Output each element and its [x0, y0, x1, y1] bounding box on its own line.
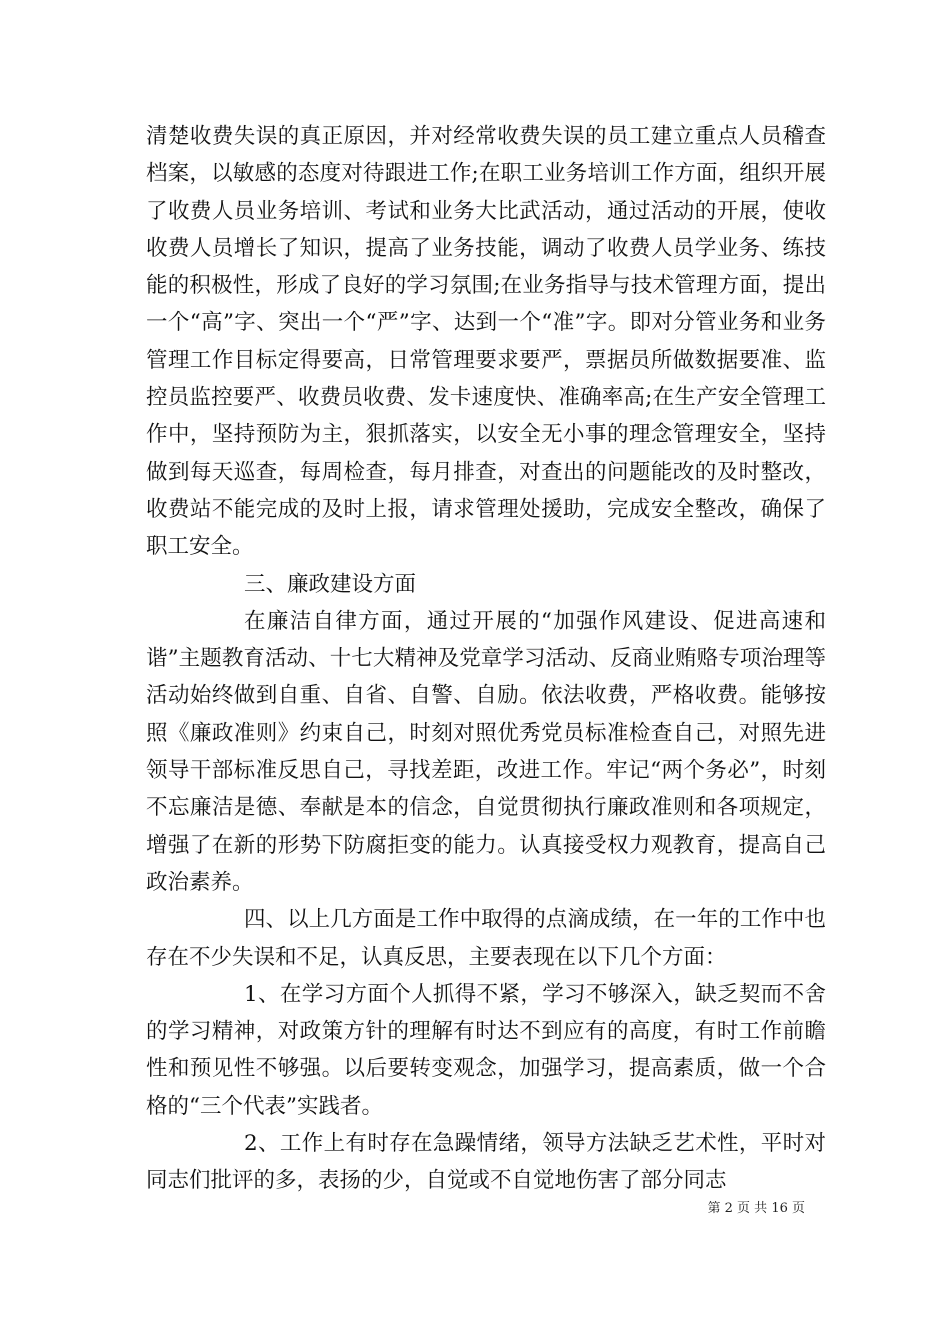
paragraph-work-management: 清楚收费失误的真正原因，并对经常收费失误的员工建立重点人员稽查档案，以敏感的态度对待跟进工作;在职工业务培训工作方面，组织开展了收费人员业务培训、考试和业务大比武活动，通过活动的开展，使收收费人员增长了知识，提高了业务技能，调动了收费人员学业务、练技能的积极性，形成了良好的学习氛围;在业务指导与技术管理方面，提出一个“高”字、突出一个“严”字、达到一个“准”字。即对分管业务和业务管理工作目标定得要高，日常管理要求要严，票据员所做数据要准、监控员监控要严、收费员收费、发卡速度快、准确率高;在生产安全管理工作中，坚持预防为主，狠抓落实，以安全无小事的理念管理安全，坚持做到每天巡查，每周检查，每月排查，对查出的问题能改的及时整改，收费站不能完成的及时上报，请求管理处援助，完成安全整改，确保了职工安全。 [146, 124, 826, 560]
document-body [146, 118, 826, 1200]
paragraph-shortcomings-intro: 四、以上几方面是工作中取得的点滴成绩，在一年的工作中也存在不少失误和不足，认真反思，主要表现在以下几个方面： [146, 907, 826, 970]
section-heading-integrity: 三、廉政建设方面 [244, 571, 417, 597]
paragraph-shortcoming-2: 2、工作上有时存在急躁情绪，领导方法缺乏艺术性，平时对同志们批评的多，表扬的少，自觉或不自觉地伤害了部分同志 [146, 1131, 826, 1194]
page-number-footer: 第 2 页 共 16 页 [707, 1201, 805, 1216]
paragraph-integrity: 在廉洁自律方面，通过开展的“加强作风建设、促进高速和谐”主题教育活动、十七大精神及党章学习活动、反商业贿赂专项治理等活动始终做到自重、自省、自警、自励。依法收费，严格收费。能够按照《廉政准则》约束自己，时刻对照优秀党员标准检查自己，对照先进领导干部标准反思自己，寻找差距，改进工作。牢记“两个务必”，时刻不忘廉洁是德、奉献是本的信念，自觉贯彻执行廉政准则和各项规定，增强了在新的形势下防腐拒变的能力。认真接受权力观教育，提高自己政治素养。 [146, 608, 826, 895]
paragraph-shortcoming-1: 1、在学习方面个人抓得不紧，学习不够深入，缺乏契而不舍的学习精神，对政策方针的理解有时达不到应有的高度，有时工作前瞻性和预见性不够强。以后要转变观念，加强学习，提高素质，做一个合格的“三个代表”实践者。 [146, 981, 826, 1119]
